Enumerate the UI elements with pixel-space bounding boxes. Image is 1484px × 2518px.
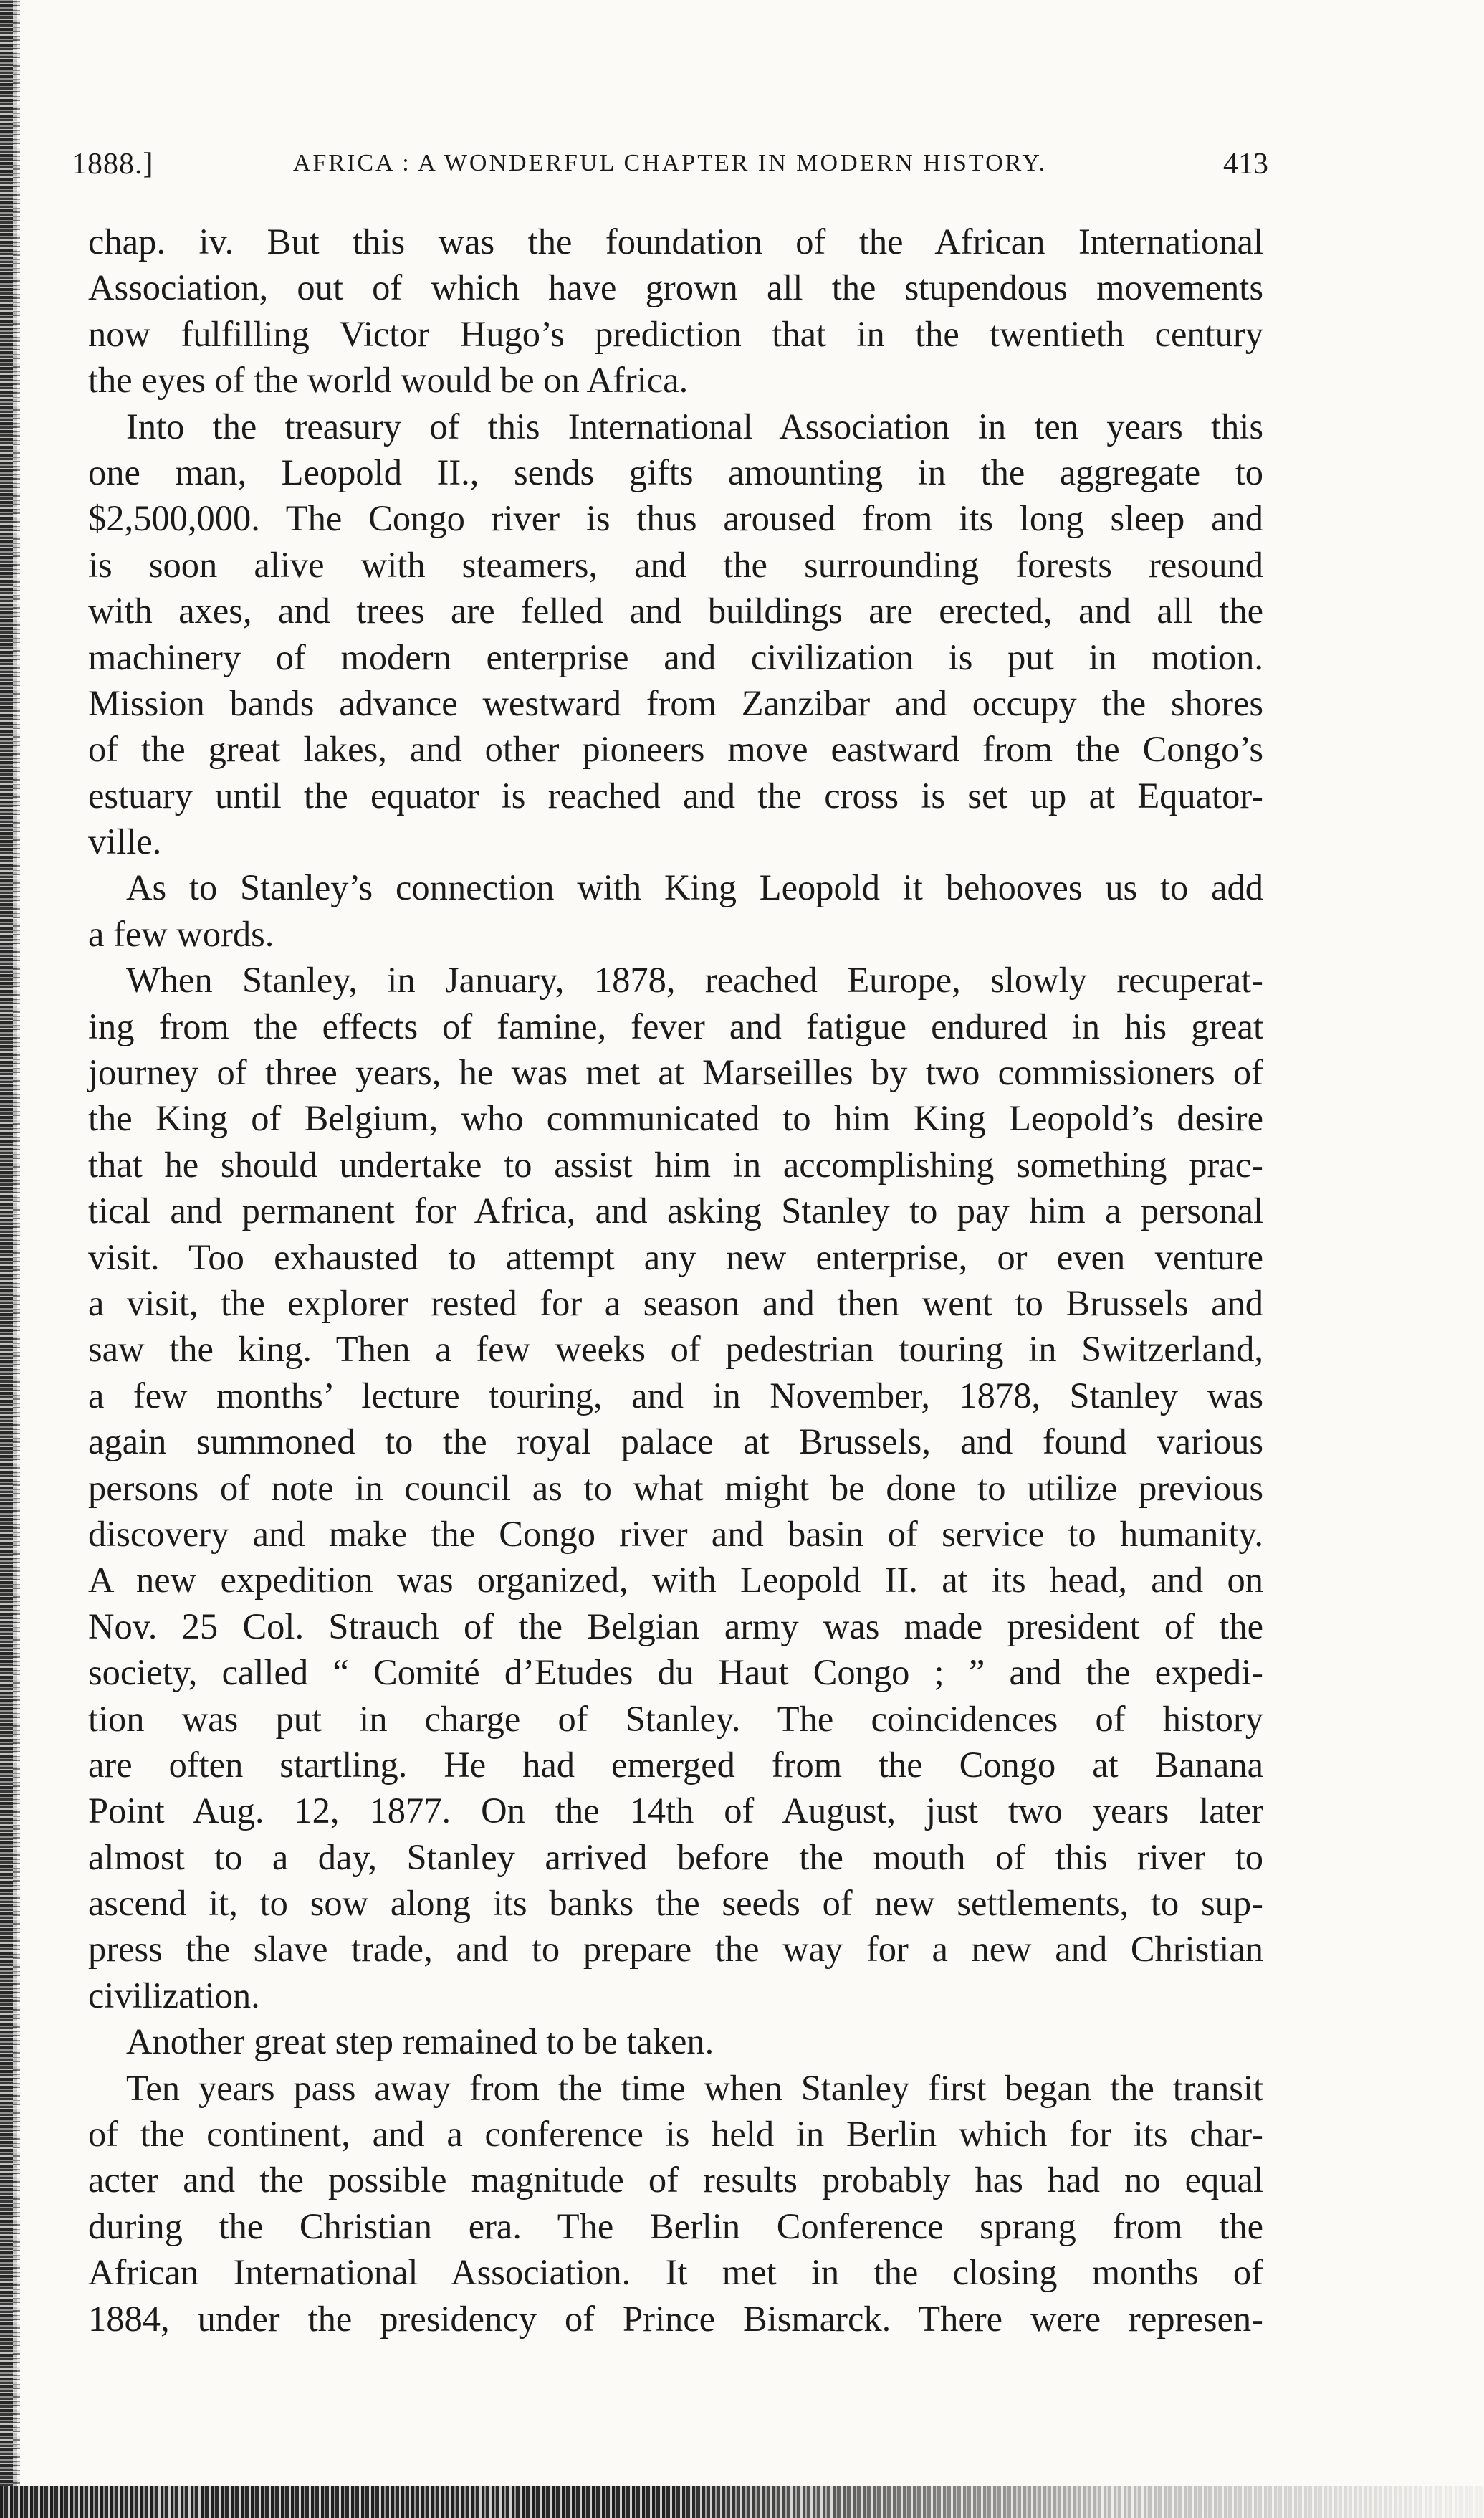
text-line: ville. <box>88 821 162 862</box>
text-line: tion was put in charge of Stanley. The coincidences of history <box>88 1698 1263 1739</box>
scan-bottom-edge <box>0 2486 1484 2518</box>
text-line: estuary until the equator is reached and the cross is set up at Equator- <box>88 775 1263 816</box>
text-line: Nov. 25 Col. Strauch of the Belgian army was made president of the <box>88 1606 1263 1646</box>
text-line: Another great step remained to be taken. <box>126 2021 714 2062</box>
text-line: the eyes of the world would be on Africa. <box>88 360 689 401</box>
text-line: Association, out of which have grown all the stupendous movements <box>88 267 1263 308</box>
text-line: chap. iv. But this was the foundation of the African International <box>88 221 1263 262</box>
scan-binding-edge-highlight <box>13 0 20 2518</box>
text-line: of the continent, and a conference is held in Berlin which for its char- <box>88 2114 1263 2155</box>
text-line: discovery and make the Congo river and basin of service to humanity. <box>88 1513 1263 1554</box>
text-line: persons of note in council as to what might be done to utilize previous <box>88 1467 1263 1508</box>
text-line: is soon alive with steamers, and the surrounding forests resound <box>88 544 1263 585</box>
text-line: As to Stanley’s connection with King Leopold it behooves us to add <box>126 867 1263 908</box>
text-line: ascend it, to sow along its banks the seeds of new settlements, to sup- <box>88 1883 1263 1924</box>
text-line: Into the treasury of this International Association in ten years this <box>126 406 1263 447</box>
running-header <box>72 147 1268 190</box>
text-line: tical and permanent for Africa, and asking Stanley to pay him a personal <box>88 1191 1263 1231</box>
text-line: with axes, and trees are felled and buildings are erected, and all the <box>88 591 1263 631</box>
text-line: the King of Belgium, who communicated to him King Leopold’s desire <box>88 1098 1263 1139</box>
text-line: one man, Leopold II., sends gifts amounting in the aggregate to <box>88 452 1263 492</box>
text-line: acter and the possible magnitude of results probably has had no equal <box>88 2160 1263 2200</box>
text-line: of the great lakes, and other pioneers move eastward from the Congo’s <box>88 729 1263 770</box>
text-line: $2,500,000. The Congo river is thus aroused from its long sleep and <box>88 498 1263 539</box>
text-line: Ten years pass away from the time when Stanley first began the transit <box>126 2067 1263 2108</box>
text-line: ing from the effects of famine, fever and fatigue endured in his great <box>88 1006 1263 1046</box>
text-line: a few words. <box>88 913 274 954</box>
text-line: When Stanley, in January, 1878, reached Europe, slowly recuperat- <box>126 960 1263 1001</box>
text-line: a few months’ lecture touring, and in November, 1878, Stanley was <box>88 1375 1263 1416</box>
text-line: 1884, under the presidency of Prince Bismarck. There were represen- <box>88 2298 1263 2339</box>
text-line: press the slave trade, and to prepare the way for a new and Christian <box>88 1929 1263 1970</box>
text-line: A new expedition was organized, with Leopold II. at its head, and on <box>88 1560 1263 1601</box>
header-title: AFRICA : A WONDERFUL CHAPTER IN MODERN HISTORY. <box>292 150 1048 176</box>
text-line: almost to a day, Stanley arrived before the mouth of this river to <box>88 1836 1263 1877</box>
text-line: during the Christian era. The Berlin Conference sprang from the <box>88 2205 1263 2246</box>
text-line: Point Aug. 12, 1877. On the 14th of August, just two years later <box>88 1790 1263 1831</box>
text-line: visit. Too exhausted to attempt any new enterprise, or even venture <box>88 1236 1263 1277</box>
text-line: again summoned to the royal palace at Brussels, and found various <box>88 1421 1263 1462</box>
text-line: a visit, the explorer rested for a season and then went to Brussels and <box>88 1282 1263 1323</box>
text-line: Mission bands advance westward from Zanzibar and occupy the shores <box>88 682 1263 723</box>
text-line: machinery of modern enterprise and civilization is put in motion. <box>88 636 1263 677</box>
text-line: that he should undertake to assist him in accomplishing something prac- <box>88 1144 1263 1185</box>
page-number: 413 <box>1223 148 1268 181</box>
text-line: journey of three years, he was met at Marseilles by two commissioners of <box>88 1052 1263 1093</box>
text-line: society, called “ Comité d’Etudes du Haut Congo ; ” and the expedi- <box>88 1652 1263 1693</box>
text-line: civilization. <box>88 1975 260 2016</box>
text-line: are often startling. He had emerged from the Congo at Banana <box>88 1744 1263 1785</box>
header-year: 1888.] <box>72 148 154 181</box>
text-line: saw the king. Then a few weeks of pedestrian touring in Switzerland, <box>88 1329 1263 1370</box>
text-line: now fulfilling Victor Hugo’s prediction that in the twentieth century <box>88 313 1263 354</box>
text-line: African International Association. It met in the closing months of <box>88 2252 1263 2293</box>
body-text <box>88 219 1263 2342</box>
